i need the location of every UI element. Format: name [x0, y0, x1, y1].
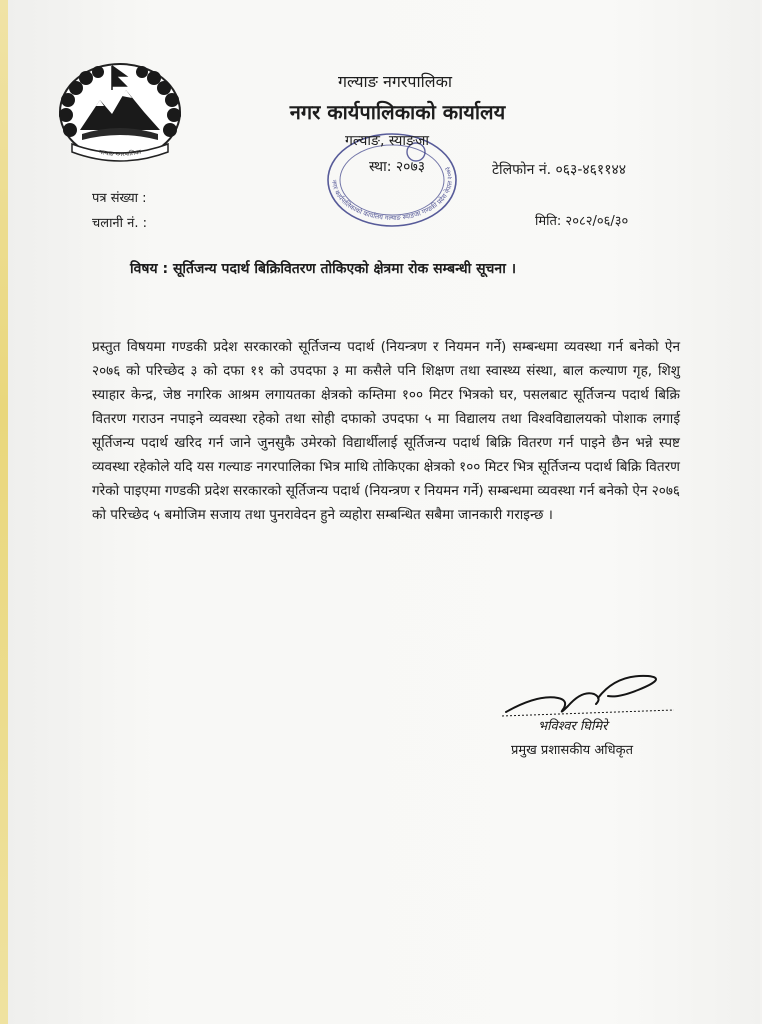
stamp-ring-text: नगर कार्यपालिकाको कार्यालय गल्याङ स्याङजा गण्डकी प्रदेश नेपाल २०७३ [329, 165, 455, 223]
emblem-caption: गल्याङ नगरपालिका [98, 148, 142, 159]
chalani-number-label: चलानी नं. : [92, 216, 148, 231]
stamp-date: स्था: २०७३ [369, 159, 426, 175]
letter-date: मिति: २०८२/०६/३० [535, 214, 629, 229]
letter-body: प्रस्तुत विषयमा गण्डकी प्रदेश सरकारको सूर्तिजन्य पदार्थ (नियन्त्रण र नियमन गर्ने) सम्बन्धमा व्यवस्था गर्न बनेको ऐन २०७६ को परिच्छेद ३ को दफा ११ को उपदफा ३ मा कसैले पनि शिक्षण तथा स्वास्थ्य संस्था, बाल कल्याण गृह, शिशु स्याहार केन्द्र, जेष्ठ नगरिक आश्रम लगायतका क्षेत्रको कम्तिमा १०० मिटर भित्रको घर, पसलबाट सूर्तिजन्य पदार्थ बिक्रि वितरण गराउन नपाइने व्यवस्था रहेको तथा सोही दफाको उपदफा ५ मा विद्यालय तथा विश्वविद्यालयको पोशाक लगाई सूर्तिजन्य पदार्थ खरिद गर्न जाने जुनसुकै उमेरको विद्यार्थीलाई सूर्तिजन्य पदार्थ बिक्रि वितरण गर्न पाइने छैन भन्ने स्पष्ट व्यवस्था रहेकोले यदि यस गल्याङ नगरपालिका भित्र माथि तोकिएका क्षेत्रको १०० मिटर भित्र सूर्तिजन्य पदार्थ बिक्रि वितरण गरेको पाइएमा गण्डकी प्रदेश सरकारको सूर्तिजन्य पदार्थ (नियन्त्रण र नियमन गर्ने) सम्बन्धमा व्यवस्था गर्न बनेको ऐन २०७६ को परिच्छेद ५ बमोजिम सजाय तथा पुनरावेदन हुने व्यहोरा सम्बन्धित सबैमा जानकारी गराइन्छ । [92, 339, 680, 523]
signatory-title: प्रमुख प्रशासकीय अधिकृत [511, 743, 634, 758]
nepal-emblem-icon [56, 60, 184, 168]
municipality-name: गल्याङ नगरपालिका [337, 72, 453, 91]
office-title: नगर कार्यपालिकाको कार्यालय [289, 100, 506, 124]
office-location: गल्याङ, स्याङजा [345, 133, 429, 149]
letter-number-label: पत्र संख्या : [92, 191, 147, 206]
page-edge [0, 0, 8, 1024]
signatory-name: भविश्वर घिमिरे [538, 719, 608, 734]
office-phone: टेलिफोन नं. ०६३-४६११४४ [492, 162, 627, 178]
letter-subject: विषय : सूर्तिजन्य पदार्थ बिक्रिवितरण तोकिएको क्षेत्रमा रोक सम्बन्धी सूचना । [130, 261, 517, 277]
